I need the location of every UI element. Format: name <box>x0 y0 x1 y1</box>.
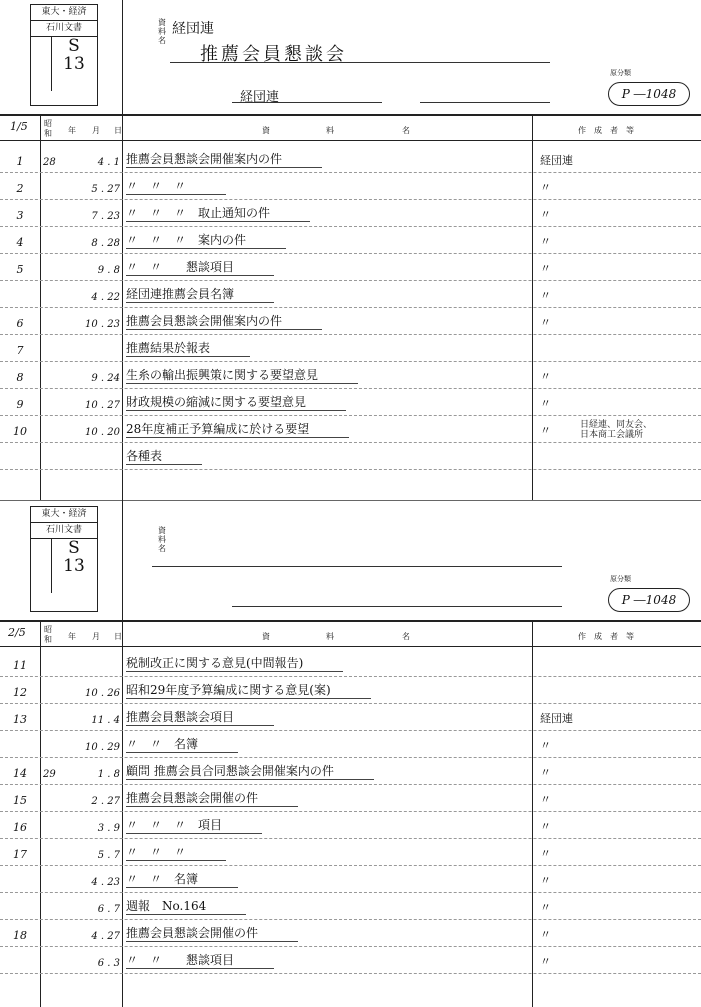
table-row <box>0 281 701 308</box>
table-row <box>0 389 701 416</box>
table-row <box>0 839 701 866</box>
month-day: 5 . 7 <box>97 850 120 861</box>
author: 〃 <box>540 262 551 275</box>
table-row <box>0 947 701 974</box>
month-day: 7 . 23 <box>91 211 120 222</box>
row-number: 5 <box>16 263 24 276</box>
row-number: 1 <box>16 155 24 168</box>
document-title: 〃 〃 名簿 <box>126 870 238 888</box>
month-day: 6 . 7 <box>97 904 120 915</box>
author: 〃 <box>540 208 551 221</box>
document-title: 〃 〃 〃 <box>126 843 226 861</box>
material-name-label: 資 料 名 <box>158 18 166 45</box>
document-title: 〃 〃 〃 案内の件 <box>126 231 286 249</box>
row-number: 7 <box>16 344 24 357</box>
document-title: 〃 〃 名簿 <box>126 735 238 753</box>
month-day: 6 . 3 <box>97 958 120 969</box>
table-row <box>0 416 701 443</box>
document-title: 経団連推薦会員名簿 <box>126 285 274 303</box>
month-day: 8 . 28 <box>91 238 120 249</box>
co-author: 日本商工会議所 <box>580 430 644 440</box>
table-row <box>0 146 701 173</box>
row-number: 10 <box>13 425 27 438</box>
author: 経団連 <box>540 712 573 725</box>
author: 〃 <box>540 397 551 410</box>
document-title: 〃 〃 懇談項目 <box>126 258 274 276</box>
row-number: 2 <box>16 182 24 195</box>
row-number: 3 <box>16 209 24 222</box>
month-day: 4 . 22 <box>91 292 120 303</box>
sub-org: 経団連 <box>240 90 280 105</box>
row-number: 12 <box>13 686 27 699</box>
table-row <box>0 308 701 335</box>
table-header: 1/5 昭 和 年 月 日 資 料 名 作 成 者 等 <box>0 114 701 141</box>
document-title: 〃 〃 懇談項目 <box>126 951 274 969</box>
title-org: 経団連 <box>172 21 214 37</box>
table-row <box>0 362 701 389</box>
author: 〃 <box>540 235 551 248</box>
era-year: 29 <box>43 769 56 780</box>
author: 〃 <box>540 181 551 194</box>
table-row <box>0 173 701 200</box>
author: 〃 <box>540 424 551 437</box>
author: 〃 <box>540 370 551 383</box>
table-row <box>0 920 701 947</box>
table-row <box>0 893 701 920</box>
row-number: 11 <box>13 659 27 672</box>
table-row <box>0 335 701 362</box>
document-title: 生糸の輸出振興策に関する要望意見 <box>126 366 358 384</box>
document-title: 〃 〃 〃 項目 <box>126 816 262 834</box>
row-number: 16 <box>13 821 27 834</box>
title-underline <box>170 62 550 63</box>
archive-stamp <box>30 506 98 612</box>
author: 〃 <box>540 955 551 968</box>
sub-org-underline <box>232 102 382 103</box>
table-row <box>0 866 701 893</box>
row-number: 17 <box>13 848 27 861</box>
row-number: 13 <box>13 713 27 726</box>
stamp-line-2: 石川文書 <box>31 21 97 37</box>
header-divider <box>122 500 123 620</box>
month-day: 10 . 26 <box>85 688 120 699</box>
month-day: 2 . 27 <box>91 796 120 807</box>
document-title: 28年度補正予算編成に於ける要望 <box>126 420 349 438</box>
row-number: 15 <box>13 794 27 807</box>
table-row <box>0 200 701 227</box>
month-day: 10 . 20 <box>85 427 120 438</box>
sub-underline-2 <box>420 102 550 103</box>
title-underline <box>152 566 562 567</box>
table-row <box>0 443 701 470</box>
title-main: 推薦会員懇談会 <box>200 44 347 65</box>
month-day: 5 . 27 <box>91 184 120 195</box>
document-list <box>0 146 701 470</box>
table-row <box>0 785 701 812</box>
stamp-line-1: 東大・経済 <box>31 5 97 21</box>
document-title: 〃 〃 〃 <box>126 177 226 195</box>
table-row <box>0 677 701 704</box>
stamp-code: S 13 <box>51 37 96 91</box>
month-day: 4 . 23 <box>91 877 120 888</box>
page-mark: 2/5 <box>8 626 26 639</box>
author: 〃 <box>540 289 551 302</box>
document-title: 推薦会員懇談会開催の件 <box>126 789 298 807</box>
document-title: 週報 No.164 <box>126 897 246 915</box>
month-day: 11 . 4 <box>91 715 120 726</box>
month-day: 1 . 8 <box>97 769 120 780</box>
sub-underline <box>232 606 562 607</box>
month-day: 10 . 27 <box>85 400 120 411</box>
stamp-line-2: 石川文書 <box>31 523 97 539</box>
table-row <box>0 254 701 281</box>
row-number: 4 <box>16 236 24 249</box>
row-number: 18 <box>13 929 27 942</box>
classification-code: P ―1048 <box>608 82 690 106</box>
document-title: 推薦会員懇談会開催案内の件 <box>126 312 322 330</box>
author: 経団連 <box>540 154 573 167</box>
table-row <box>0 731 701 758</box>
header-divider <box>122 0 123 114</box>
era-year: 28 <box>43 157 56 168</box>
stamp-line-1: 東大・経済 <box>31 507 97 523</box>
author: 〃 <box>540 847 551 860</box>
author: 〃 <box>540 820 551 833</box>
month-day: 3 . 9 <box>97 823 120 834</box>
co-author: 日経連、同友会、 <box>580 420 653 430</box>
author: 〃 <box>540 874 551 887</box>
classification-label: 原分類 <box>610 69 631 77</box>
month-day: 4 . 1 <box>97 157 120 168</box>
author: 〃 <box>540 901 551 914</box>
author: 〃 <box>540 928 551 941</box>
table-row <box>0 650 701 677</box>
document-title: 推薦会員懇談会項目 <box>126 708 274 726</box>
document-title: 推薦会員懇談会開催の件 <box>126 924 298 942</box>
page-mark: 1/5 <box>10 120 28 133</box>
sheet-separator <box>0 500 701 501</box>
table-row <box>0 758 701 785</box>
document-title: 推薦会員懇談会開催案内の件 <box>126 150 322 168</box>
document-title: 各種表 <box>126 447 202 465</box>
document-title: 顧問 推薦会員合同懇談会開催案内の件 <box>126 762 374 780</box>
month-day: 4 . 27 <box>91 931 120 942</box>
document-title: 財政規模の縮減に関する要望意見 <box>126 393 346 411</box>
archive-stamp <box>30 4 98 106</box>
classification-label: 原分類 <box>610 575 631 583</box>
document-title: 〃 〃 〃 取止通知の件 <box>126 204 310 222</box>
classification-code: P ―1048 <box>608 588 690 612</box>
document-title: 昭和29年度予算編成に関する意見(案) <box>126 681 371 699</box>
table-row <box>0 704 701 731</box>
document-list <box>0 650 701 974</box>
material-name-label: 資 料 名 <box>158 526 166 553</box>
author: 〃 <box>540 739 551 752</box>
month-day: 9 . 24 <box>91 373 120 384</box>
author: 〃 <box>540 766 551 779</box>
table-row <box>0 812 701 839</box>
month-day: 10 . 23 <box>85 319 120 330</box>
document-title: 税制改正に関する意見(中間報告) <box>126 654 343 672</box>
stamp-code: S 13 <box>51 539 96 593</box>
month-day: 9 . 8 <box>97 265 120 276</box>
row-number: 6 <box>16 317 24 330</box>
month-day: 10 . 29 <box>85 742 120 753</box>
catalog-sheet-1 <box>0 0 701 500</box>
row-number: 14 <box>13 767 27 780</box>
catalog-sheet-2 <box>0 500 701 1007</box>
row-number: 8 <box>16 371 24 384</box>
table-header: 2/5 昭 和 年 月 日 資 料 名 作 成 者 等 <box>0 620 701 647</box>
author: 〃 <box>540 793 551 806</box>
row-number: 9 <box>16 398 24 411</box>
table-row <box>0 227 701 254</box>
document-title: 推薦結果於報表 <box>126 339 250 357</box>
author: 〃 <box>540 316 551 329</box>
